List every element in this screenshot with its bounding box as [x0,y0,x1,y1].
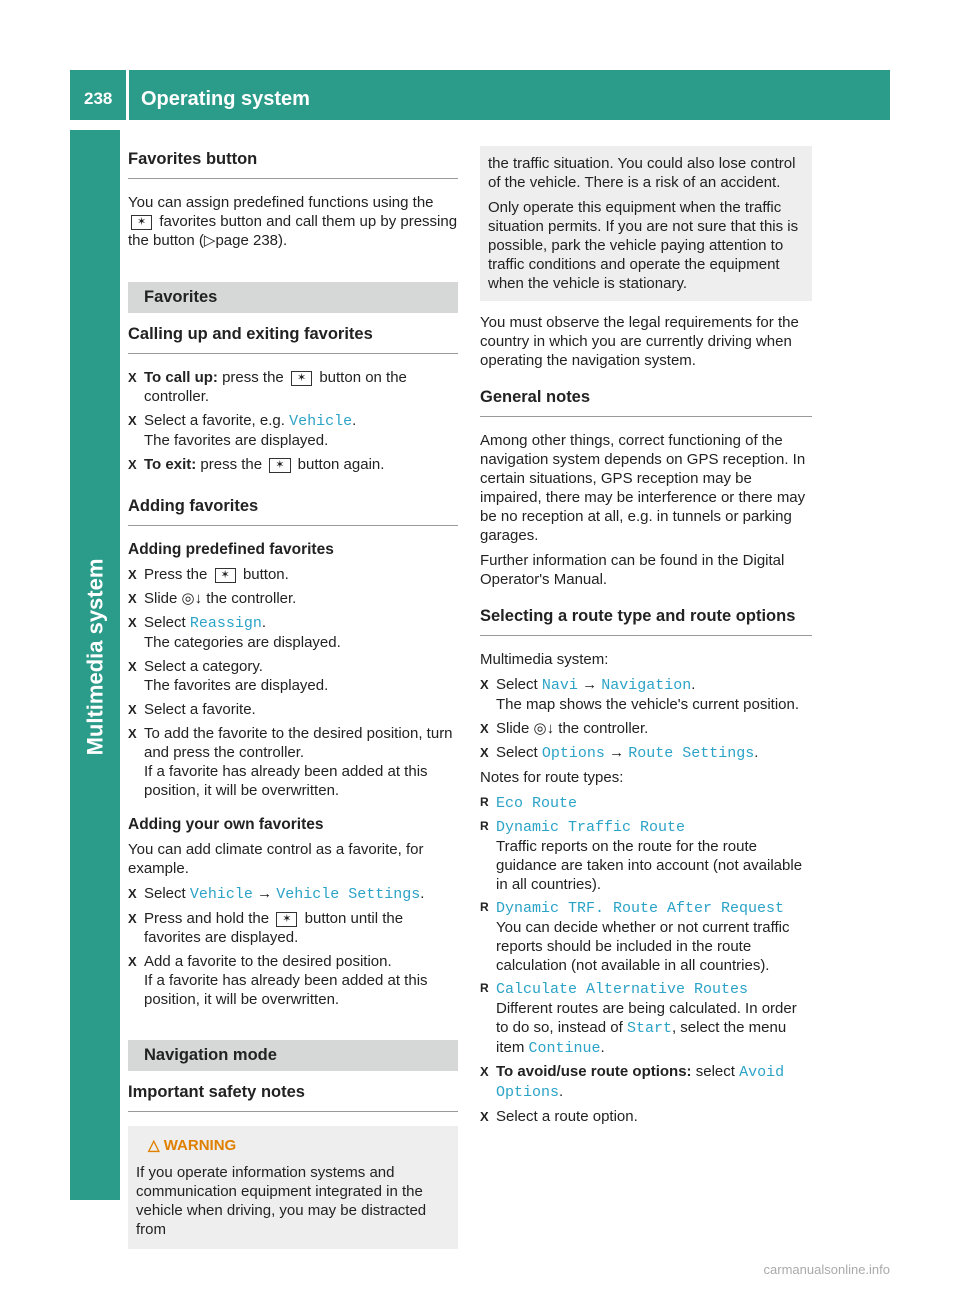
heading-route-options: Selecting a route type and route options [480,607,812,636]
arrow-icon: → [257,885,273,902]
favorites-key-icon: ✶ [276,912,297,927]
menu-item-navi: Navi [541,677,578,694]
step: X Select a favorite, e.g. Vehicle. The favorites are displayed. [128,411,458,450]
list-item: R Calculate Alternative Routes Different routes are being calculated. In order to do so, instead of Start, select the menu item Continue. [480,979,812,1058]
favorites-key-icon: ✶ [269,458,290,473]
right-column [480,150,812,1131]
paragraph: Further information can be found in the Digital Operator's Manual. [480,552,785,588]
subheading-predefined: Adding predefined favorites [128,541,334,558]
page-reference-link[interactable]: page 238 [215,232,279,249]
section-band-navigation: Navigation mode [128,1040,458,1071]
step: X To add the favorite to the desired position, turn and press the controller. If a favorite has already been added at this position, it will be overwritten. [128,724,458,800]
page-number: 238 [84,89,113,108]
subheading-own-favorites: Adding your own favorites [128,816,324,833]
step: X Add a favorite to the desired position. If a favorite has already been added at this position, it will be overwritten. [128,952,458,1009]
step: X Select Navi → Navigation. The map shows the vehicle's current position. [480,675,812,714]
heading-favorites-button: Favorites button [128,150,458,179]
menu-item-reassign: Reassign [189,615,262,632]
warning-box [128,1126,458,1249]
favorites-key-icon: ✶ [291,371,312,386]
list-item: R Dynamic TRF. Route After Request You can decide whether or not current traffic reports should be included in the route calculation (not available in all countries). [480,898,812,975]
paragraph: You must observe the legal requirements for the country in which you are currently driving when operating the navigation system. [480,314,799,369]
step: X Slide ◎↓ the controller. [480,719,812,738]
page-ref-icon: ▷ [203,232,216,249]
heading-calling-up: Calling up and exiting favorites [128,325,458,354]
section-band-favorites: Favorites [128,282,458,313]
chapter-side-label: Multimedia system [82,558,107,756]
step: X To call up: press the ✶ button on the controller. [128,368,458,406]
warning-triangle-icon: △ [148,1137,160,1154]
menu-item-avoid-options: Avoid Options [496,1064,785,1101]
heading-general-notes: General notes [480,388,812,417]
footer-watermark: carmanualsonline.info [763,1262,890,1277]
step: X Select a route option. [480,1107,812,1126]
paragraph: You can add climate control as a favorite, for example. [128,841,424,877]
menu-item-vehicle: Vehicle [289,413,353,430]
paragraph: Among other things, correct functioning of the navigation system depends on GPS reception. In certain situations, GPS reception may be impaired, there may be interference or there may be no reception at all, e.g. in tunnels or parking garages. [480,432,806,544]
menu-item-vehicle-settings: Vehicle Settings [276,886,421,903]
step: X Press and hold the ✶ button until the favorites are displayed. [128,909,458,947]
menu-item-vehicle: Vehicle [189,886,253,903]
warning-text: If you operate information systems and communication equipment integrated in the vehicle when driving, you may be distracted from [136,1164,427,1238]
step: X Select a category. The favorites are displayed. [128,657,458,695]
step: X Select Reassign. The categories are displayed. [128,613,458,652]
menu-item-dynamic-traffic: Dynamic Traffic Route [496,819,686,836]
step: X Select a favorite. [128,700,458,719]
list-item: R Dynamic Traffic Route Traffic reports on the route for the route guidance are taken into account (not available in all countries). [480,817,812,894]
step: X To avoid/use route options: select Avoid Options. [480,1062,812,1102]
warning-title: △ WARNING [148,1137,237,1154]
warning-text: the traffic situation. You could also lose control of the vehicle. There is a risk of an accident. [488,155,796,191]
arrow-icon: → [582,676,598,693]
paragraph: You can assign predefined functions using the ✶ favorites button and call them up by pressing the button (▷page 238). [128,194,458,249]
menu-item-navigation: Navigation [601,677,692,694]
arrow-icon: → [609,744,625,761]
step: X Press the ✶ button. [128,565,458,584]
warning-box-continued [480,146,812,301]
menu-item-start: Start [626,1020,672,1037]
menu-item-options: Options [541,745,605,762]
header-divider [126,70,129,120]
menu-item-eco-route: Eco Route [496,795,578,812]
paragraph: Notes for route types: [480,769,624,786]
menu-item-continue: Continue [528,1040,601,1057]
favorites-key-icon: ✶ [215,568,236,583]
heading-safety-notes: Important safety notes [128,1083,458,1112]
heading-adding-favorites: Adding favorites [128,497,458,526]
warning-text: Only operate this equipment when the traffic situation permits. If you are not sure that this is possible, park the vehicle paying attention to traffic conditions and operate the equipment when the vehicle is stationary. [488,199,799,292]
list-item [480,793,812,813]
menu-item-route-settings: Route Settings [628,745,755,762]
favorites-key-icon: ✶ [131,215,152,230]
menu-item-calc-alternative: Calculate Alternative Routes [496,981,749,998]
paragraph: Multimedia system: [480,651,609,668]
left-column [128,150,458,1249]
step: X To exit: press the ✶ button again. [128,455,458,474]
menu-item-dynamic-trf: Dynamic TRF. Route After Request [496,900,785,917]
step: X Select Vehicle → Vehicle Settings. [128,884,458,904]
step: X Slide ◎↓ the controller. [128,589,458,608]
page-title: Operating system [141,88,310,110]
step: X Select Options → Route Settings. [480,743,812,763]
